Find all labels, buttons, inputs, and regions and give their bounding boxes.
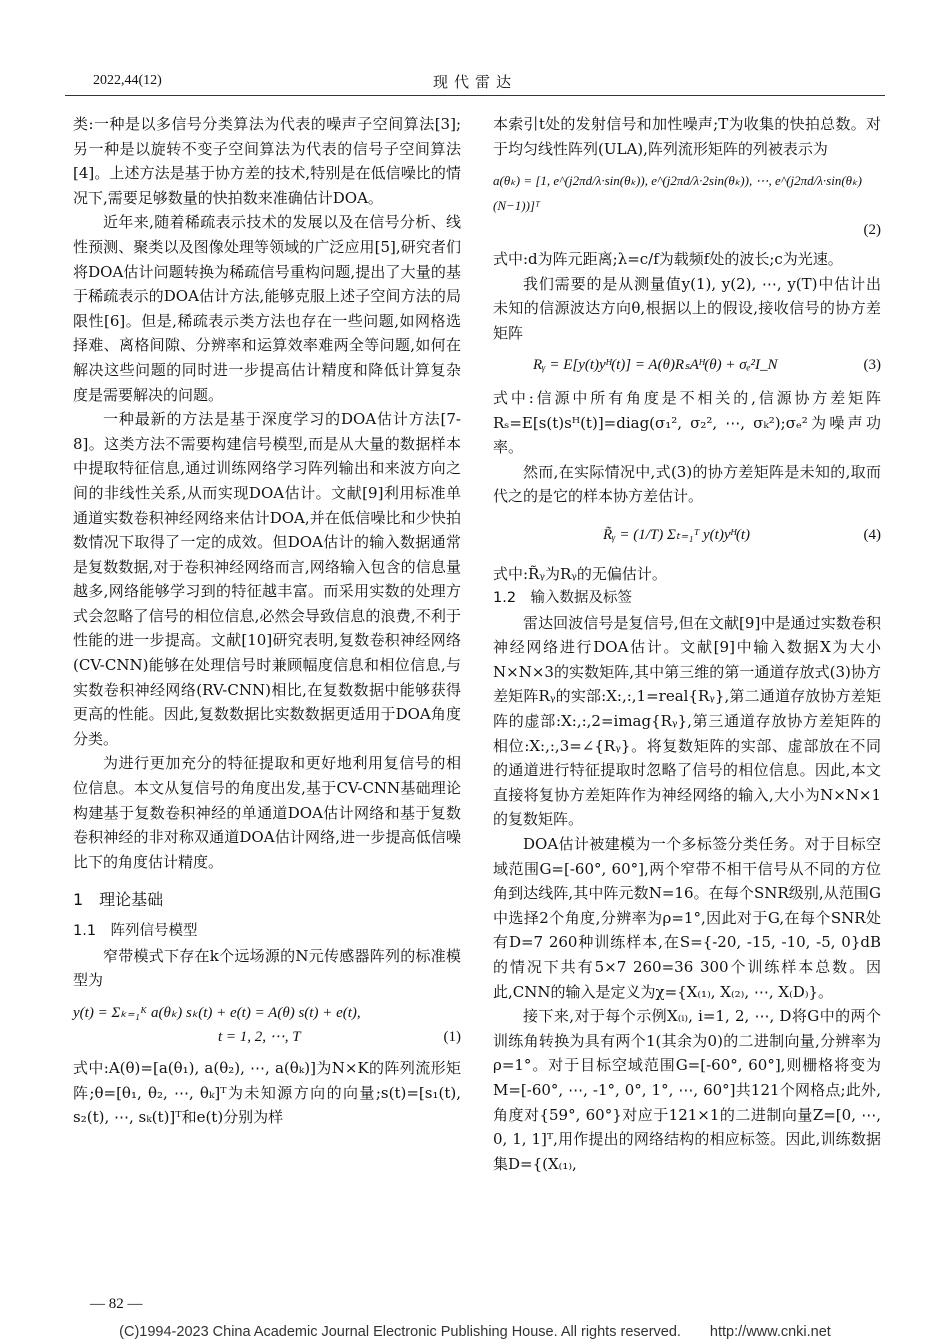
equation-body: t = 1, 2, ⋯, T [218,1029,301,1046]
page-number: — 82 — [90,1296,143,1312]
paragraph: 我们需要的是从测量值y(1), y(2), ⋯, y(T)中估计出未知的信源波达方向θ,根据以上的假设,接收信号的协方差矩阵 [493,274,881,342]
equation-body: Rᵧ = E[y(t)yᴴ(t)] = A(θ)RₛAᴴ(θ) + σₑ²I_N [533,357,778,374]
equation-body: a(θₖ) = [1, e^(j2πd/λ·sin(θₖ)), e^(j2πd/λ·2sin(θₖ)), ⋯, e^(j2πd/λ·sin(θₖ)(N−1))]ᵀ [493,173,862,213]
journal-issue: 2022,44(12) [93,73,162,88]
paragraph: 式中:信源中所有角度是不相关的,信源协方差矩阵Rₛ=E[s(t)sᴴ(t)]=diag(σ₁², σ₂², ⋯, σₖ²);σₑ²为噪声功率。 [493,388,881,457]
paragraph: 一种最新的方法是基于深度学习的DOA估计方法[7-8]。这类方法不需要构建信号模型,而是从大量的数据样本中提取特征信息,通过训练网络学习阵列输出和来波方向之间的非线性关系,从而实现DOA估计。文献[9]利用标准单通道实数卷积神经网络来估计DOA,并在低信噪比和少快拍数情况下取得了一定的成效。但DOA估计的输入数据通常是复数数据,对于卷积神经网络而言,网络输入包含的信息量越多,网络能够学习到的特征越丰富。而采用实数的处理方式会忽略了信号的相位信息,必然会导致信息的浪费,不利于性能的进一步提高。文献[10]研究表明,复数卷积神经网络(CV-CNN)能够在处理信号时兼顾幅度信息和相位信息,与实数卷积神经网络(RV-CNN)相比,在复数数据中能够获得更高的性能。因此,复数数据比实数数据更适用于DOA角度分类。 [73,410,461,748]
header-rule [65,95,885,96]
equation-4 [493,523,881,548]
paragraph: 本索引t处的发射信号和加性噪声;T为收集的快拍总数。对于均匀线性阵列(ULA),阵列流形矩阵的列被表示为 [493,115,881,158]
equation-1 [73,1001,461,1026]
paragraph: 然而,在实际情况中,式(3)的协方差矩阵是未知的,取而代之的是它的样本协方差估计。 [493,462,881,506]
equation-number: (2) [863,222,881,239]
subsection-heading: 1.2 输入数据及标签 [493,590,633,607]
paragraph: 雷达回波信号是复信号,但在文献[9]中是通过实数卷积神经网络进行DOA估计。文献[9]中输入数据X为大小N×N×3的实数矩阵,其中第三维的第一通道存放式(3)协方差矩阵Rᵧ的实部:X:,:,1=real{Rᵧ},第二通道存放协方差矩阵的虚部:X:,:,2=imag{Rᵧ},第三通道存放协方差矩阵的相位:X:,:,3=∠{Rᵧ}。将复数矩阵的实部、虚部放在不同的通道进行特征提取时忽略了信号的相位信息。因此,本文直接将复协方差矩阵作为神经网络的输入,大小为N×N×1的复数矩阵。 [493,613,881,829]
equation-1-line2 [73,1025,461,1050]
paragraph: 类:一种是以多信号分类算法为代表的噪声子空间算法[3];另一种是以旋转不变子空间算法为代表的信号子空间算法[4]。上述方法是基于协方差的技术,特别是在低信噪比的情况下,需要足够数量的快拍数来准确估计DOA。 [73,115,461,207]
equation-number: (1) [443,1029,461,1046]
paragraph: 近年来,随着稀疏表示技术的发展以及在信号分析、线性预测、聚类以及图像处理等领域的广泛应用[5],研究者们将DOA估计问题转换为稀疏信号重构问题,提出了大量的基于稀疏表示的DOA估计方法,能够克服上述子空间方法的局限性[6]。但是,稀疏表示类方法也存在一些问题,如网格选择难、离格间隙、分辨率和运算效率难两全等问题,如何在解决这些问题的同时进一步提高估计精度和降低计算复杂度是需要解决的问题。 [73,213,461,404]
section-heading: 1 理论基础 [73,890,164,910]
subsection-heading: 1.1 阵列信号模型 [73,923,198,939]
paragraph: 为进行更加充分的特征提取和更好地利用复信号的相位信息。本文从复信号的角度出发,基于CV-CNN基础理论构建基于复数卷积神经的单通道DOA估计网络和基于复数卷积神经的非对称双通道DOA估计网络,进一步提高低信噪比下的角度估计精度。 [73,754,461,871]
equation-number: (3) [863,357,881,374]
left-column [73,112,461,1130]
paragraph: 式中:A(θ)=[a(θ₁), a(θ₂), ⋯, a(θₖ)]为N×K的阵列流形矩阵;θ=[θ₁, θ₂, ⋯, θₖ]ᵀ为未知源方向的向量;s(t)=[s₁(t), s₂(t), ⋯, sₖ(t)]ᵀ和e(t)分别为样 [73,1058,461,1127]
journal-title: 现代雷达 [432,73,517,91]
paragraph: 式中:R̃ᵧ为Rᵧ的无偏估计。 [493,564,667,583]
equation-body: y(t) = Σₖ₌₁ᴷ a(θₖ) sₖ(t) + e(t) = A(θ) s(t) + e(t), [73,1004,361,1021]
page-header [0,0,950,100]
paragraph: 窄带模式下存在k个远场源的N元传感器阵列的标准模型为 [73,946,461,990]
paragraph: 式中:d为阵元距离;λ=c/f为载频f处的波长;c为光速。 [493,249,843,268]
equation-2 [493,169,881,218]
equation-number: (4) [863,526,881,543]
equation-3 [493,353,881,378]
paragraph: 接下来,对于每个示例X₍ᵢ₎, i=1, 2, ⋯, D将G中的两个训练角转换为具有两个1(其余为0)的二进制向量,分辨率为ρ=1°。对于目标空域范围G=[-60°, 60°],则栅格将变为M=[-60°, ⋯, -1°, 0°, 1°, ⋯, 60°]共121个网格点;此外,角度对{59°, 60°}对应于121×1的二进制向量Z=[0, ⋯, 0, 1, 1]ᵀ,用作提出的网络结构的相应标签。因此,训练数据集D={(X₍₁₎, [493,1007,881,1173]
copyright-notice: (C)1994-2023 China Academic Journal Electronic Publishing House. All rights reserved. http://www.cnki.net [119,1324,831,1340]
equation-body: R̃ᵧ = (1/T) Σₜ₌₁ᵀ y(t)yᴴ(t) [603,526,750,543]
equation-2-number-row [493,218,881,243]
paragraph: DOA估计被建模为一个多标签分类任务。对于目标空域范围G=[-60°, 60°],两个窄带不相干信号从不同的方位角到达线阵,其中阵元数N=16。在每个SNR级别,从范围G中选择2个角度,分辨率为ρ=1°,因此对于G,在每个SNR处有D=7 260种训练样本,在S={-20, -15, -10, -5, 0}dB的情况下共有5×7 260=36 300个训练样本总数。因此,CNN的输入是定义为χ={X₍₁₎, X₍₂₎, ⋯, X₍D₎}。 [493,835,881,1001]
right-column [493,112,881,1176]
